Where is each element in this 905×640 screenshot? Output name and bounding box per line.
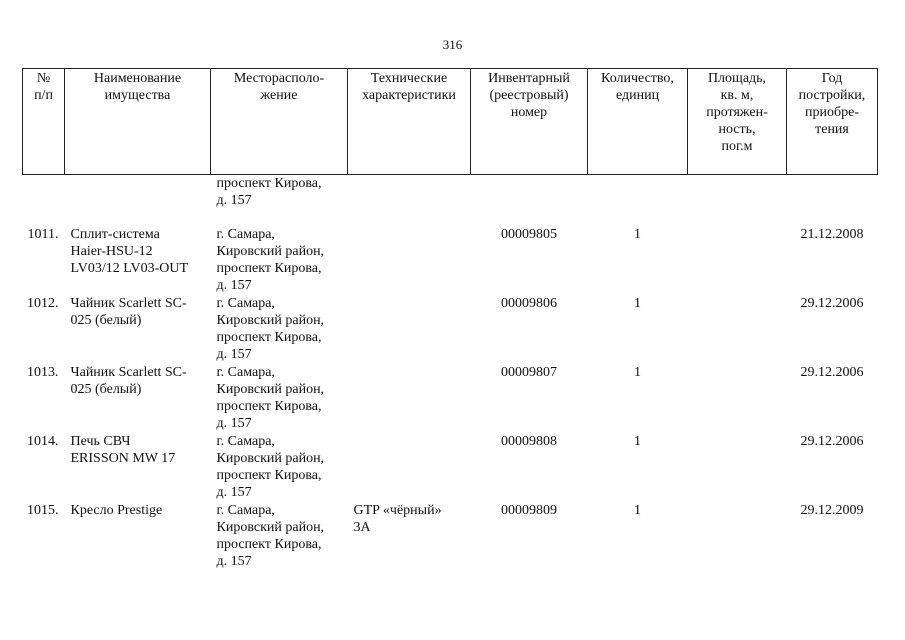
- cell-inventory: 00009807: [501, 365, 557, 380]
- cell-area: [688, 433, 787, 502]
- cell-number: 1011.: [27, 227, 59, 242]
- cell-technical: GTP «чёрный» 3А: [353, 503, 442, 535]
- cell-number: 1012.: [27, 296, 59, 311]
- cell-number: 1013.: [27, 365, 59, 380]
- table-row: [23, 433, 878, 502]
- cell-location: г. Самара, Кировский район, проспект Кирова, д. 157: [216, 296, 325, 362]
- cell-area: [688, 364, 787, 433]
- cell-quantity: 1: [634, 503, 641, 518]
- cell-empty: [23, 175, 65, 210]
- cell-location: г. Самара, Кировский район, проспект Кирова, д. 157: [216, 434, 325, 500]
- spacer-row: [23, 209, 878, 226]
- cell-inventory: 00009806: [501, 296, 557, 311]
- property-register-table: [22, 68, 878, 571]
- table-row: [23, 364, 878, 433]
- cell-inventory: 00009805: [501, 227, 557, 242]
- cell-name: Кресло Prestige: [70, 503, 163, 518]
- cell-name: Сплит-система Haier-HSU-12 LV03/12 LV03-OUT: [70, 227, 189, 276]
- cell-location: проспект Кирова, д. 157: [216, 176, 322, 208]
- cell-location: г. Самара, Кировский район, проспект Кирова, д. 157: [216, 365, 325, 431]
- cell-empty: [588, 175, 688, 210]
- header-quantity: Количество, единиц: [588, 69, 688, 175]
- cell-empty: [348, 175, 471, 210]
- header-inventory: Инвентарный (реестровый) номер: [471, 69, 588, 175]
- table-row: [23, 226, 878, 295]
- cell-number: 1014.: [27, 434, 59, 449]
- table-body: [23, 175, 878, 572]
- cell-quantity: 1: [634, 227, 641, 242]
- header-name: Наименование имущества: [65, 69, 211, 175]
- cell-inventory: 00009809: [501, 503, 557, 518]
- header-number: № п/п: [23, 69, 65, 175]
- cell-year: 29.12.2006: [800, 365, 864, 380]
- cell-technical: [348, 226, 471, 295]
- header-technical: Технические характеристики: [348, 69, 471, 175]
- cell-location: г. Самара, Кировский район, проспект Кирова, д. 157: [216, 503, 325, 569]
- cell-year: 29.12.2006: [800, 434, 864, 449]
- table-row: [23, 502, 878, 571]
- header-area: Площадь, кв. м, протяжен- ность, пог.м: [688, 69, 787, 175]
- continuation-row: [23, 175, 878, 210]
- cell-name: Печь СВЧ ERISSON MW 17: [70, 434, 176, 466]
- header-location: Месторасполо- жение: [211, 69, 348, 175]
- cell-quantity: 1: [634, 365, 641, 380]
- cell-area: [688, 502, 787, 571]
- cell-inventory: 00009808: [501, 434, 557, 449]
- cell-empty: [787, 175, 878, 210]
- table-header: [23, 69, 878, 175]
- cell-empty: [65, 175, 211, 210]
- cell-area: [688, 295, 787, 364]
- cell-empty: [688, 175, 787, 210]
- cell-year: 29.12.2006: [800, 296, 864, 311]
- cell-number: 1015.: [27, 503, 59, 518]
- header-year: Год постройки, приобре- тения: [787, 69, 878, 175]
- cell-name: Чайник Scarlett SC- 025 (белый): [70, 296, 187, 328]
- cell-quantity: 1: [634, 296, 641, 311]
- table-row: [23, 295, 878, 364]
- cell-area: [688, 226, 787, 295]
- cell-quantity: 1: [634, 434, 641, 449]
- cell-location: г. Самара, Кировский район, проспект Кирова, д. 157: [216, 227, 325, 293]
- cell-empty: [471, 175, 588, 210]
- cell-technical: [348, 433, 471, 502]
- cell-technical: [348, 295, 471, 364]
- cell-year: 21.12.2008: [800, 227, 864, 242]
- page-number: 316: [442, 37, 463, 52]
- cell-technical: [348, 364, 471, 433]
- cell-name: Чайник Scarlett SC- 025 (белый): [70, 365, 187, 397]
- cell-year: 29.12.2009: [800, 503, 864, 518]
